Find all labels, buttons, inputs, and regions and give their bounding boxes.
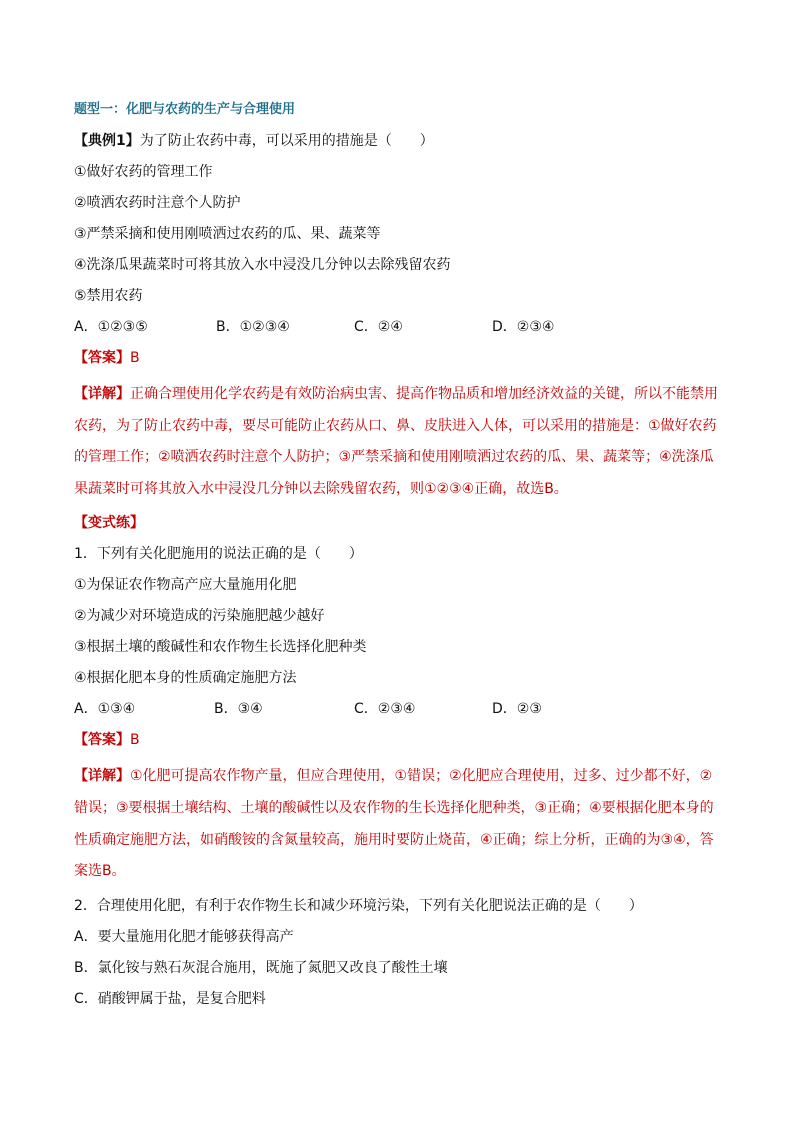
choice-a: A．①②③⑤	[74, 319, 148, 335]
q2-option-a: A．要大量施用化肥才能够获得高产	[74, 928, 294, 945]
example-detail	[74, 379, 724, 505]
q1-item: ①为保证农作物高产应大量施用化肥	[74, 577, 297, 594]
example-question	[74, 131, 724, 151]
choice-b: B．③④	[214, 701, 263, 718]
example-item: ⑤禁用农药	[74, 288, 143, 304]
example-answer	[74, 348, 724, 368]
example-question-text: 为了防止农药中毒，可以采用的措施是（ ）	[139, 133, 434, 149]
choice-d: D．②③	[492, 701, 542, 718]
example-item: ①做好农药的管理工作	[74, 164, 213, 180]
q2-question: 2．合理使用化肥，有利于农作物生长和减少环境污染，下列有关化肥说法正确的是（ ）	[74, 897, 643, 914]
choice-b: B．①②③④	[216, 319, 290, 335]
q1-item: ④根据化肥本身的性质确定施肥方法	[74, 670, 297, 687]
document-content	[74, 100, 724, 1020]
q2-option-b: B．氯化铵与熟石灰混合施用，既施了氮肥又改良了酸性土壤	[74, 959, 448, 976]
detail-tag: 【详解】	[74, 386, 130, 402]
choice-c: C．②③④	[354, 701, 416, 718]
q1-item: ②为减少对环境造成的污染施肥越少越好	[74, 608, 325, 625]
example-item: ④洗涤瓜果蔬菜时可将其放入水中浸没几分钟以去除残留农药	[74, 257, 451, 273]
answer-tag: 【答案】	[74, 350, 130, 366]
q1-choices	[74, 699, 724, 719]
practice-tag: 【变式练】	[74, 515, 144, 532]
answer-tag: 【答案】	[74, 732, 130, 749]
detail-tag: 【详解】	[74, 768, 130, 785]
example-item: ③严禁采摘和使用刚喷洒过农药的瓜、果、蔬菜等	[74, 226, 381, 242]
answer-value: B	[130, 732, 140, 749]
q1-answer	[74, 730, 724, 750]
choice-a: A．①③④	[74, 701, 136, 718]
detail-text: ①化肥可提高农作物产量，但应合理使用，①错误；②化肥应合理使用，过多、过少都不好，②错误；③要根据土壤结构、土壤的酸碱性以及农作物的生长选择化肥种类，③正确；④要根据化肥本身的性质确定施肥方法，如硝酸铵的含氮量较高，施用时要防止烧苗，④正确；综上分析，正确的为③④，答案选B。	[74, 768, 714, 880]
detail-text: 正确合理使用化学农药是有效防治病虫害、提高作物品质和增加经济效益的关键，所以不能禁用农药，为了防止农药中毒，要尽可能防止农药从口、鼻、皮肤进入人体，可以采用的措施是：①做好农药的管理工作；②喷洒农药时注意个人防护；③严禁采摘和使用刚喷洒过农药的瓜、果、蔬菜等；④洗涤瓜果蔬菜时可将其放入水中浸没几分钟以去除残留农药，则①②③④正确，故选B。	[74, 386, 718, 497]
q2-option-c: C．硝酸钾属于盐，是复合肥料	[74, 990, 266, 1007]
q1-item: ③根据土壤的酸碱性和农作物生长选择化肥种类	[74, 639, 367, 656]
section-title: 题型一：化肥与农药的生产与合理使用	[74, 102, 296, 117]
q1-detail	[74, 761, 724, 887]
choice-c: C．②④	[354, 319, 403, 335]
example-choices	[74, 317, 724, 337]
example-item: ②喷洒农药时注意个人防护	[74, 195, 241, 211]
example-tag: 【典例1】	[74, 133, 140, 149]
q1-question: 1．下列有关化肥施用的说法正确的是（ ）	[74, 546, 363, 563]
answer-value: B	[130, 350, 140, 366]
choice-d: D．②③④	[492, 319, 555, 335]
